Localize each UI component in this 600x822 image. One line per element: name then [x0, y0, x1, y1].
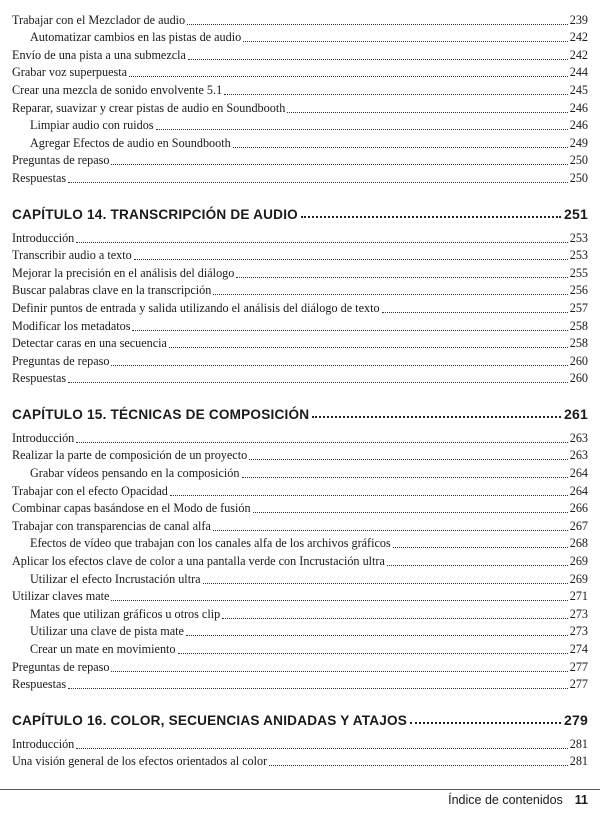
- toc-title: Trabajar con transparencias de canal alfa: [12, 518, 211, 533]
- toc-title: Efectos de vídeo que trabajan con los canales alfa de los archivos gráficos: [30, 536, 391, 551]
- dot-leader: [132, 329, 567, 331]
- toc-entry: [12, 298, 588, 316]
- toc-entry: [12, 98, 588, 116]
- toc-entry: [12, 428, 588, 446]
- toc-title: Envío de una pista a una submezcla: [12, 47, 186, 62]
- toc-title: Preguntas de repaso: [12, 353, 110, 368]
- toc-entry: [12, 752, 588, 770]
- toc-page-number: 269: [569, 571, 588, 586]
- toc-entry: [12, 116, 588, 134]
- dot-leader: [233, 146, 568, 148]
- toc-page-number: 277: [569, 659, 588, 674]
- dot-leader: [68, 381, 568, 383]
- toc-entry: [12, 168, 588, 186]
- toc-entry: [12, 63, 588, 81]
- toc-title: Buscar palabras clave en la transcripción: [12, 283, 212, 298]
- toc-page-number: 263: [569, 448, 588, 463]
- toc-title: Mates que utilizan gráficos u otros clip: [30, 606, 221, 621]
- footer-page-number: 11: [574, 793, 588, 807]
- toc-entry: [12, 246, 588, 264]
- toc-page-number: 253: [569, 230, 588, 245]
- toc-entry: [12, 463, 588, 481]
- dot-leader: [111, 163, 567, 165]
- dot-leader: [249, 458, 568, 460]
- dot-leader: [129, 75, 568, 77]
- toc-title: Trabajar con el Mezclador de audio: [12, 12, 186, 27]
- toc-entry: [12, 351, 588, 369]
- toc-title: Una visión general de los efectos orientados al color: [12, 754, 268, 769]
- toc-page-number: 266: [569, 501, 588, 516]
- toc-entry: [12, 604, 588, 622]
- dot-leader: [312, 415, 561, 418]
- toc-title: Grabar vídeos pensando en la composición: [30, 466, 240, 481]
- toc-page-number: 263: [569, 430, 588, 445]
- toc-page-number: 255: [569, 265, 588, 280]
- toc-entry: [12, 334, 588, 352]
- toc-entry: [12, 587, 588, 605]
- toc-page-number: 258: [569, 336, 588, 351]
- toc-title: Automatizar cambios en las pistas de audio: [30, 30, 242, 45]
- toc-page-number: 281: [569, 754, 588, 769]
- dot-leader: [287, 111, 567, 113]
- toc-page-number: 273: [569, 624, 588, 639]
- toc-page-number: 242: [569, 30, 588, 45]
- toc-page-number: 246: [569, 100, 588, 115]
- toc-title: Crear una mezcla de sonido envolvente 5.1: [12, 82, 223, 97]
- dot-leader: [111, 670, 567, 672]
- toc-title: CAPÍTULO 15. TÉCNICAS DE COMPOSICIÓN: [12, 407, 310, 423]
- toc-page-number: 273: [569, 606, 588, 621]
- toc-page-number: 257: [569, 300, 588, 315]
- toc-title: Utilizar una clave de pista mate: [30, 624, 184, 639]
- toc-title: Trabajar con el efecto Opacidad: [12, 483, 168, 498]
- toc-entry: [12, 151, 588, 169]
- dot-leader: [178, 652, 568, 654]
- dot-leader: [111, 364, 567, 366]
- toc-page-number: 250: [569, 153, 588, 168]
- toc-title: Crear un mate en movimiento: [30, 642, 176, 656]
- toc-entry: [12, 534, 588, 552]
- toc-entry: [12, 228, 588, 246]
- toc-title: Preguntas de repaso: [12, 153, 110, 168]
- toc-page-number: 260: [569, 371, 588, 386]
- dot-leader: [76, 747, 567, 749]
- toc-chapter-heading: [12, 400, 588, 422]
- toc-entry: [12, 622, 588, 640]
- toc-page-number: 279: [564, 712, 588, 729]
- toc-page-number: 249: [569, 135, 588, 150]
- dot-leader: [186, 634, 568, 636]
- toc-page-number: 274: [569, 642, 588, 656]
- dot-leader: [393, 546, 568, 548]
- toc-title: Transcribir audio a texto: [12, 248, 132, 263]
- dot-leader: [170, 494, 568, 496]
- toc-title: Aplicar los efectos clave de color a una pantalla verde con Incrustación ultra: [12, 554, 385, 569]
- dot-leader: [188, 58, 568, 60]
- toc-page-number: 264: [569, 466, 588, 481]
- toc-page-number: 281: [569, 736, 588, 751]
- toc-entry: [12, 369, 588, 387]
- toc-chapter-heading: [12, 706, 588, 728]
- dot-leader: [187, 23, 568, 25]
- toc-entry: [12, 639, 588, 657]
- toc-title: Mejorar la precisión en el análisis del diálogo: [12, 265, 235, 280]
- toc-entry: [12, 499, 588, 517]
- toc-page-number: 256: [569, 283, 588, 298]
- dot-leader: [203, 582, 568, 584]
- toc-page-number: 261: [564, 406, 588, 423]
- dot-leader: [156, 128, 568, 130]
- toc-page-number: 260: [569, 353, 588, 368]
- dot-leader: [76, 241, 567, 243]
- toc-entry: [12, 316, 588, 334]
- table-of-contents: [12, 10, 588, 769]
- dot-leader: [301, 215, 561, 218]
- toc-page-number: 251: [564, 205, 588, 222]
- toc-entry: [12, 734, 588, 752]
- toc-entry: [12, 516, 588, 534]
- toc-page-number: 269: [569, 554, 588, 569]
- dot-leader: [68, 181, 568, 183]
- toc-page-number: 253: [569, 248, 588, 263]
- toc-entry: [12, 80, 588, 98]
- dot-leader: [224, 93, 568, 95]
- toc-chapter-heading: [12, 200, 588, 222]
- toc-page-number: 245: [569, 82, 588, 97]
- toc-page-number: 246: [569, 118, 588, 133]
- dot-leader: [68, 687, 568, 689]
- toc-title: Grabar voz superpuesta: [12, 65, 128, 80]
- footer-label: Índice de contenidos: [448, 793, 563, 807]
- dot-leader: [111, 599, 567, 601]
- toc-title: CAPÍTULO 16. COLOR, SECUENCIAS ANIDADAS Y ATAJOS: [12, 713, 408, 729]
- toc-title: Introducción: [12, 736, 75, 751]
- toc-page-number: 271: [569, 589, 588, 604]
- toc-entry: [12, 675, 588, 693]
- toc-page-number: 264: [569, 483, 588, 498]
- toc-title: Detectar caras en una secuencia: [12, 336, 167, 351]
- dot-leader: [169, 346, 568, 348]
- toc-title: Respuestas: [12, 677, 67, 692]
- toc-title: Reparar, suavizar y crear pistas de audio en Soundbooth: [12, 100, 286, 115]
- dot-leader: [387, 564, 568, 566]
- toc-title: Introducción: [12, 430, 75, 445]
- dot-leader: [134, 258, 568, 260]
- toc-entry: [12, 551, 588, 569]
- toc-title: Preguntas de repaso: [12, 659, 110, 674]
- dot-leader: [253, 511, 568, 513]
- toc-title: CAPÍTULO 14. TRANSCRIPCIÓN DE AUDIO: [12, 206, 298, 222]
- toc-page-number: 258: [569, 318, 588, 333]
- toc-page-number: 239: [569, 12, 588, 27]
- toc-entry: [12, 10, 588, 28]
- toc-title: Realizar la parte de composición de un proyecto: [12, 448, 248, 463]
- toc-entry: [12, 569, 588, 587]
- toc-title: Modificar los metadatos: [12, 318, 131, 333]
- toc-entry: [12, 45, 588, 63]
- toc-title: Respuestas: [12, 371, 67, 386]
- dot-leader: [213, 293, 567, 295]
- toc-title: Utilizar claves mate: [12, 589, 110, 604]
- footer-rule: [0, 789, 600, 790]
- dot-leader: [242, 476, 568, 478]
- toc-title: Combinar capas basándose en el Modo de fusión: [12, 501, 251, 516]
- dot-leader: [76, 441, 567, 443]
- dot-leader: [213, 529, 568, 531]
- dot-leader: [269, 764, 568, 766]
- toc-title: Introducción: [12, 230, 75, 245]
- toc-entry: [12, 281, 588, 299]
- toc-entry: [12, 481, 588, 499]
- dot-leader: [410, 721, 561, 724]
- toc-page-number: 250: [569, 170, 588, 185]
- dot-leader: [243, 40, 568, 42]
- toc-title: Agregar Efectos de audio en Soundbooth: [30, 135, 231, 150]
- toc-title: Limpiar audio con ruidos: [30, 118, 154, 133]
- toc-page-number: 267: [569, 518, 588, 533]
- toc-page-number: 277: [569, 677, 588, 692]
- toc-entry: [12, 263, 588, 281]
- toc-title: Respuestas: [12, 170, 67, 185]
- dot-leader: [382, 311, 568, 313]
- toc-entry: [12, 446, 588, 464]
- toc-title: Utilizar el efecto Incrustación ultra: [30, 571, 201, 586]
- toc-page-number: 268: [569, 536, 588, 551]
- toc-title: Definir puntos de entrada y salida utilizando el análisis del diálogo de texto: [12, 300, 380, 315]
- toc-page-number: 244: [569, 65, 588, 80]
- dot-leader: [236, 276, 567, 278]
- page-footer: [448, 793, 588, 807]
- toc-entry: [12, 28, 588, 46]
- toc-entry: [12, 657, 588, 675]
- toc-page-number: 242: [569, 47, 588, 62]
- dot-leader: [222, 617, 568, 619]
- toc-entry: [12, 133, 588, 151]
